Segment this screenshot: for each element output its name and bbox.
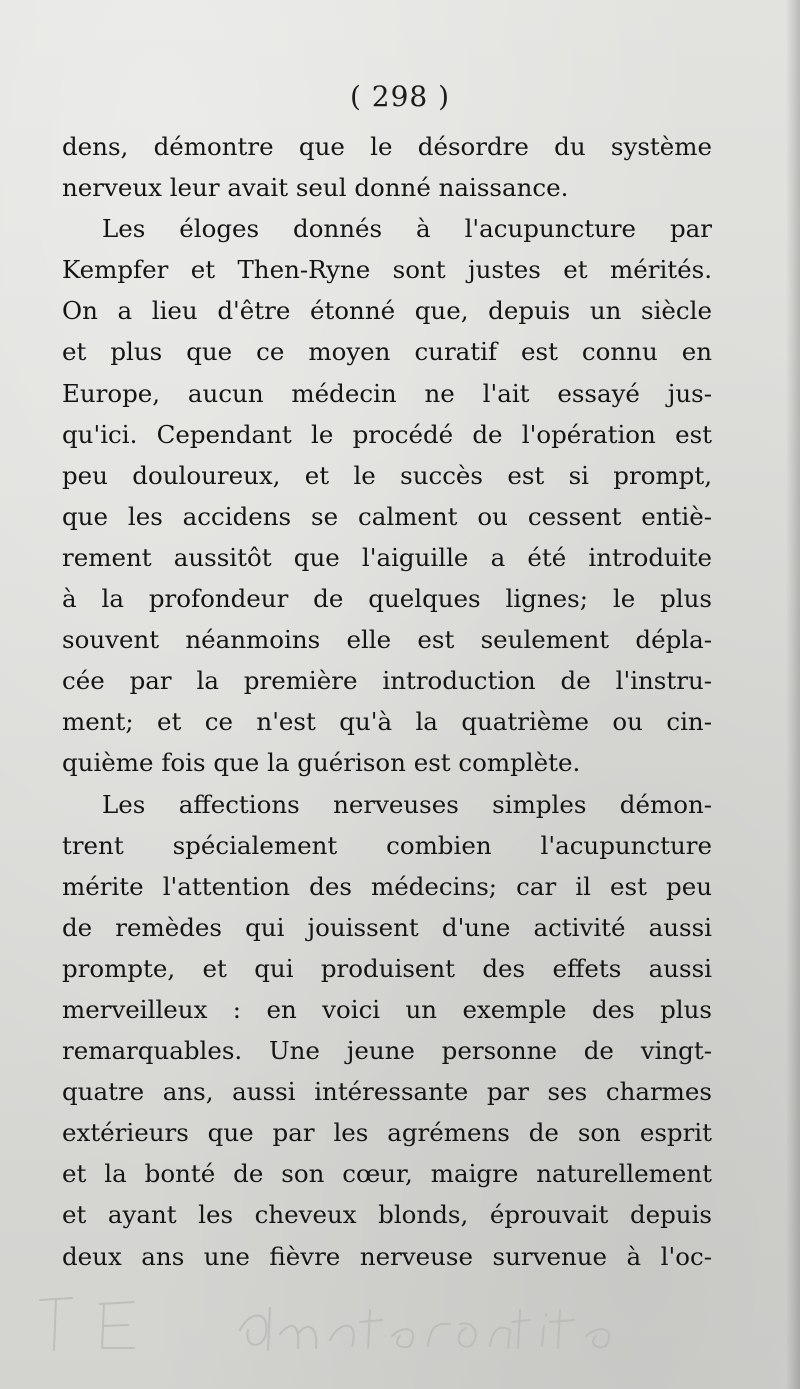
text-line: On a lieu d'être étonné que, depuis un siècle [62, 296, 712, 326]
text-line: qu'ici. Cependant le procédé de l'opération est [62, 419, 712, 449]
text-line: prompte, et qui produisent des effets aussi [62, 953, 712, 983]
text-line: souvent néanmoins elle est seulement dépla- [62, 625, 712, 655]
text-line: et plus que ce moyen curatif est connu en [62, 337, 712, 367]
text-line: peu douloureux, et le succès est si prompt, [62, 460, 712, 490]
text-line: trent spécialement combien l'acupuncture [62, 830, 712, 860]
text-line: merveilleux : en voici un exemple des plus [62, 994, 712, 1024]
text-line: deux ans une fièvre nerveuse survenue à l'oc- [62, 1241, 712, 1271]
text-line: Les éloges donnés à l'acupuncture par [102, 214, 712, 244]
text-line: dens, démontre que le désordre du système [62, 132, 712, 161]
text-line: Kempfer et Then-Ryne sont justes et mérités. [62, 255, 712, 285]
text-line: Les affections nerveuses simples démon- [102, 789, 712, 819]
text-line: ment; et ce n'est qu'à la quatrième ou cin- [62, 707, 712, 737]
faint-handwriting-annotation [30, 1290, 730, 1360]
text-line: et ayant les cheveux blonds, éprouvait depuis [62, 1200, 712, 1230]
text-line: nerveux leur avait seul donné naissance. [62, 173, 569, 203]
page-number: ( 298 ) [349, 80, 451, 113]
text-line: mérite l'attention des médecins; car il est peu [62, 871, 712, 901]
text-line: extérieurs que par les agrémens de son esprit [62, 1118, 712, 1148]
handwriting-scribble-icon [30, 1290, 730, 1360]
body-text [62, 126, 712, 1277]
text-line: quatre ans, aussi intéressante par ses charmes [62, 1077, 712, 1107]
text-line: quième fois que la guérison est complète. [62, 748, 581, 778]
text-line: à la profondeur de quelques lignes; le plus [62, 584, 712, 614]
text-line: de remèdes qui jouissent d'une activité aussi [62, 912, 712, 942]
text-line: Europe, aucun médecin ne l'ait essayé jus- [62, 378, 712, 408]
text-line: et la bonté de son cœur, maigre naturellement [62, 1159, 712, 1189]
page-edge-shadow [786, 0, 800, 1389]
text-line: remarquables. Une jeune personne de vingt- [62, 1036, 712, 1066]
text-line: que les accidens se calment ou cessent entiè- [62, 501, 712, 531]
text-line: rement aussitôt que l'aiguille a été introduite [62, 542, 712, 572]
text-line: cée par la première introduction de l'instru- [62, 666, 712, 696]
